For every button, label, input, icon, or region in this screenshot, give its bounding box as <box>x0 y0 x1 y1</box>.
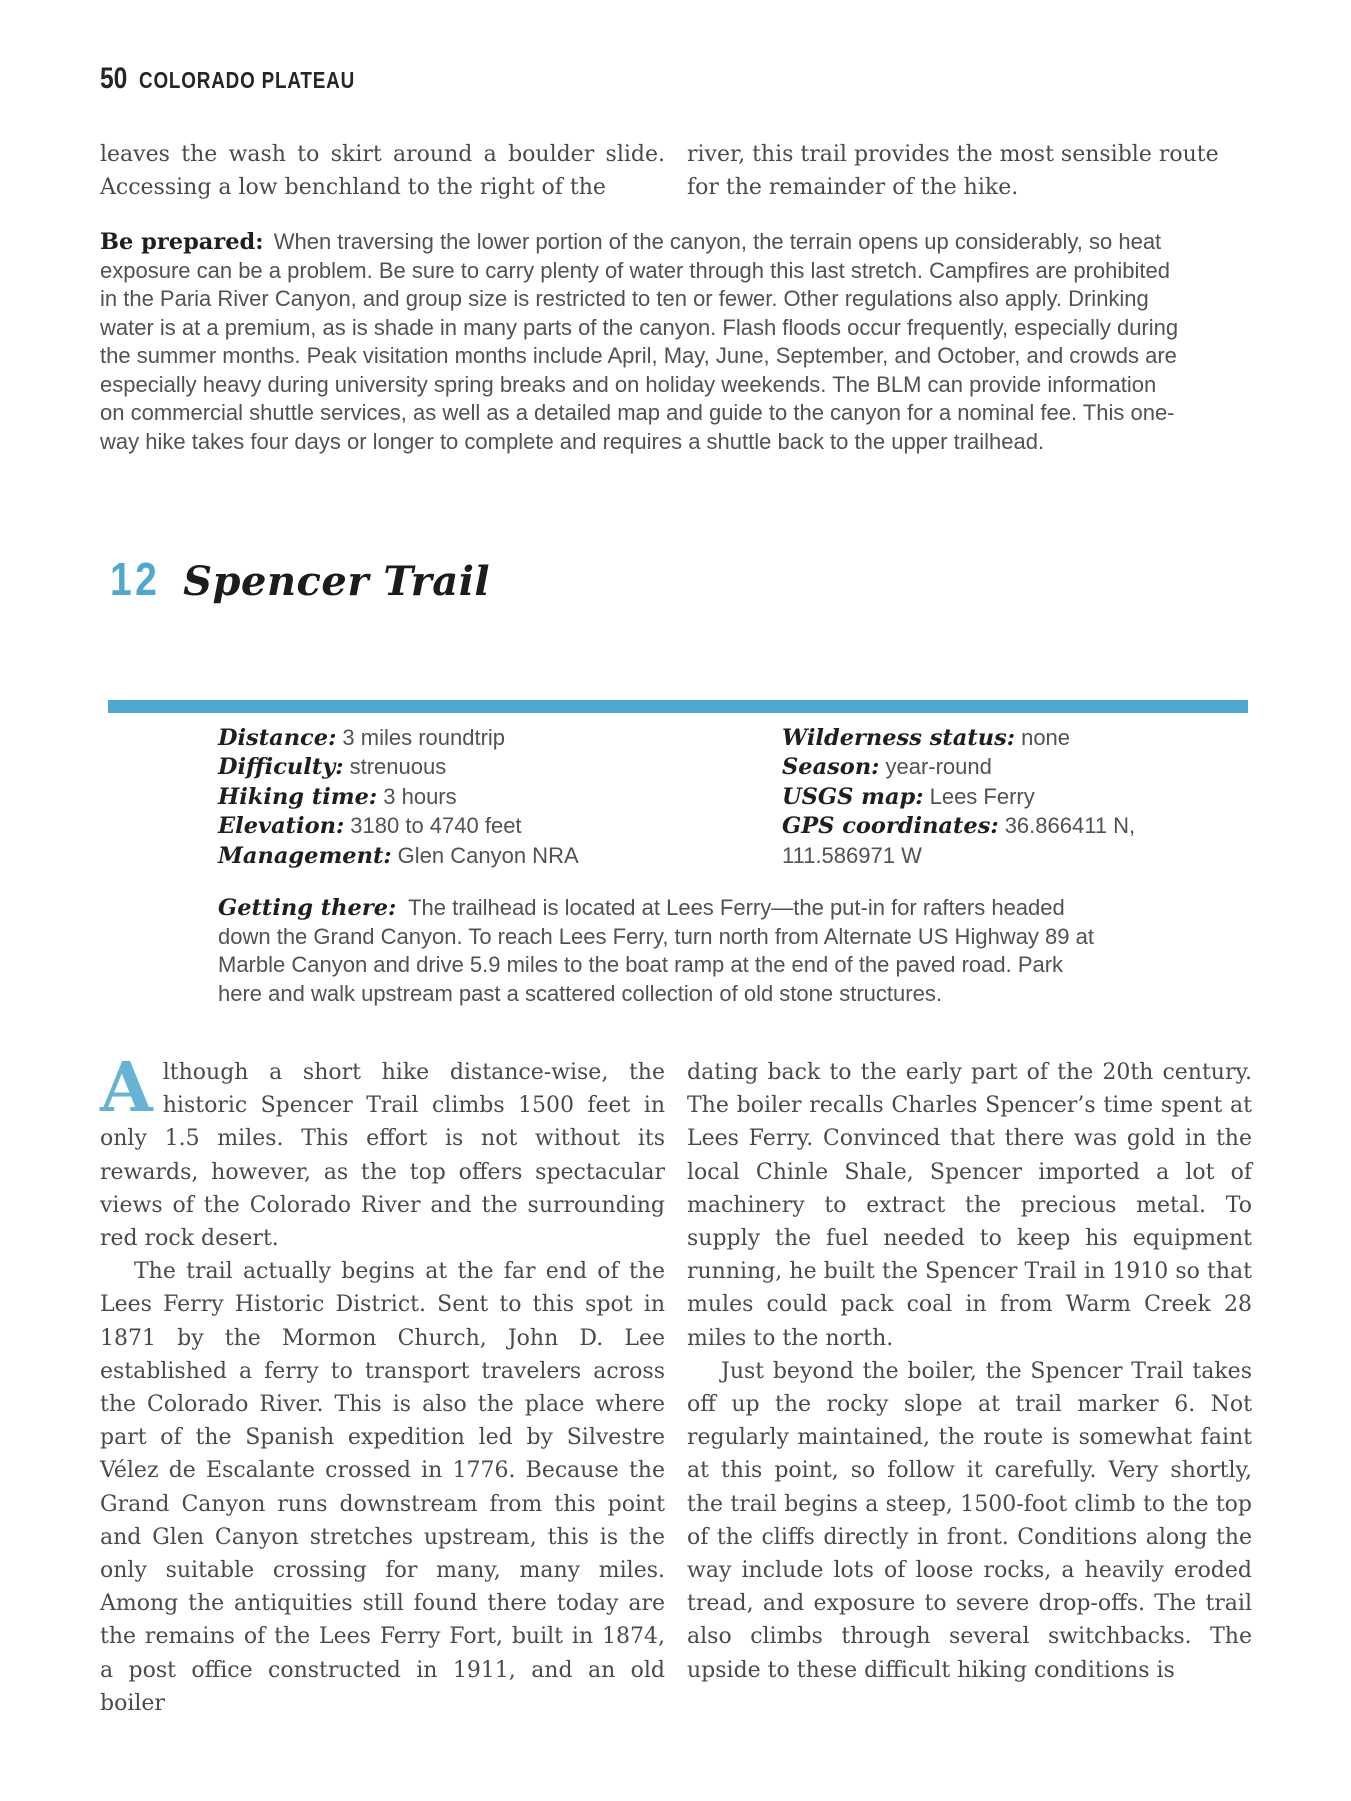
stat-difficulty <box>218 753 738 782</box>
intro-right-column: river, this trail provides the most sensible route for the remainder of the hike. <box>687 142 1219 200</box>
stat-management-value: Glen Canyon NRA <box>397 842 579 868</box>
stat-usgs-map <box>782 783 1250 812</box>
body-paragraph-2-continued: dating back to the early part of the 20th century. The boiler recalls Charles Spencer’s time spent at Lees Ferry. Convinced that there was gold in the local Chinle Shale, Spencer imported a lot of machinery to extract the precious metal. To supply the fuel needed to keep his equipment running, he built the Spencer Trail in 1910 so that mules could pack coal in from Warm Creek 28 miles to the north. <box>687 1060 1252 1351</box>
trail-heading <box>110 552 490 606</box>
intro-continuation <box>100 138 1252 204</box>
getting-there <box>218 894 1096 1008</box>
trail-stats-right <box>782 724 1250 871</box>
body-left-column <box>100 1048 665 1720</box>
stat-distance <box>218 724 738 753</box>
stat-management-label: Management: <box>218 842 392 869</box>
page-number: 50 <box>100 62 128 95</box>
body-paragraph-1 <box>100 1048 665 1255</box>
stat-management <box>218 842 738 871</box>
stat-hiking-time-value: 3 hours <box>383 783 457 809</box>
stat-wilderness-label: Wilderness status: <box>782 725 1016 751</box>
chapter-title: COLORADO PLATEAU <box>139 67 356 93</box>
stat-difficulty-value: strenuous <box>349 754 447 780</box>
stat-difficulty-label: Difficulty: <box>218 754 344 781</box>
be-prepared-label: Be prepared: <box>100 229 264 255</box>
intro-left-column: leaves the wash to skirt around a boulder slide. Accessing a low benchland to the right of the <box>100 142 665 200</box>
trail-stats-left <box>218 724 738 871</box>
stat-gps-label: GPS coordinates: <box>782 813 999 840</box>
trail-number: 12 <box>110 553 161 605</box>
heading-rule <box>108 700 1248 713</box>
stat-season-value: year-round <box>885 754 992 780</box>
stat-usgs-map-label: USGS map: <box>782 783 924 810</box>
getting-there-label: Getting there: <box>218 895 397 921</box>
body-paragraph-2: The trail actually begins at the far end of the Lees Ferry Historic District. Sent to this spot in 1871 by the Mormon Church, John D. Lee established a ferry to transport travelers across the Colorado River. This is also the place where part of the Spanish expedition led by Silvestre Vélez de Escalante crossed in 1776. Because the Grand Canyon runs downstream from this point and Glen Canyon stretches upstream, this is the only suitable crossing for many, many miles. Among the antiquities still found there today are the remains of the Lees Ferry Fort, built in 1874, a post office constructed in 1911, and an old boiler <box>100 1259 665 1716</box>
stat-hiking-time <box>218 783 738 812</box>
stat-wilderness <box>782 724 1250 753</box>
body-text <box>100 1048 1252 1720</box>
stat-hiking-time-label: Hiking time: <box>218 783 378 810</box>
stat-season-label: Season: <box>782 754 880 781</box>
running-head <box>100 62 403 96</box>
be-prepared-note <box>100 228 1182 456</box>
stat-usgs-map-value: Lees Ferry <box>929 783 1035 809</box>
body-right-column <box>687 1056 1252 1720</box>
stat-elevation-value: 3180 to 4740 feet <box>350 813 522 839</box>
stat-season <box>782 753 1250 782</box>
body-paragraph-3: Just beyond the boiler, the Spencer Trail takes off up the rocky slope at trail marker 6. Not regularly maintained, the route is somewhat faint at this point, so follow it carefully. Very shortly, the trail begins a steep, 1500-foot climb to the top of the cliffs directly in front. Conditions along the way include lots of loose rocks, a heavily eroded tread, and exposure to severe drop-offs. The trail also climbs through several switchbacks. The upside to these difficult hiking conditions is <box>687 1358 1252 1683</box>
stat-elevation <box>218 812 738 841</box>
stat-gps-value: 36.866411 N, 111.586971 W <box>782 813 1136 868</box>
be-prepared-text: When traversing the lower portion of the canyon, the terrain opens up considerably, so heat exposure can be a problem. Be sure to carry plenty of water through this last stretch. Campfires are prohibited in the Paria River Canyon, and group size is restricted to ten or fewer. Other regulations also apply. Drinking water is at a premium, as is shade in many parts of the canyon. Flash floods occur frequently, especially during the summer months. Peak visitation months include April, May, June, September, and October, and crowds are especially heavy during university spring breaks and on holiday weekends. The BLM can provide information on commercial shuttle services, as well as a detailed map and guide to the canyon for a nominal fee. This one-way hike takes four days or longer to complete and requires a shuttle back to the upper trailhead. <box>100 229 1179 454</box>
stat-elevation-label: Elevation: <box>218 813 345 840</box>
drop-cap: A <box>100 1048 153 1128</box>
stat-distance-label: Distance: <box>218 725 337 751</box>
body-paragraph-1-text: lthough a short hike distance-wise, the historic Spencer Trail climbs 1500 feet in only 1.5 miles. This effort is not without its rewards, however, as the top offers spectacular views of the Colorado River and the surrounding red rock desert. <box>100 1060 665 1252</box>
stat-wilderness-value: none <box>1021 725 1071 750</box>
stat-distance-value: 3 miles roundtrip <box>342 725 506 750</box>
getting-there-text: The trailhead is located at Lees Ferry—the put-in for rafters headed down the Grand Canyon. To reach Lees Ferry, turn north from Alternate US Highway 89 at Marble Canyon and drive 5.9 miles to the boat ramp at the end of the paved road. Park here and walk upstream past a scattered collection of old stone structures. <box>218 895 1094 1006</box>
stat-gps <box>782 812 1250 871</box>
trail-title: Spencer Trail <box>183 558 491 605</box>
